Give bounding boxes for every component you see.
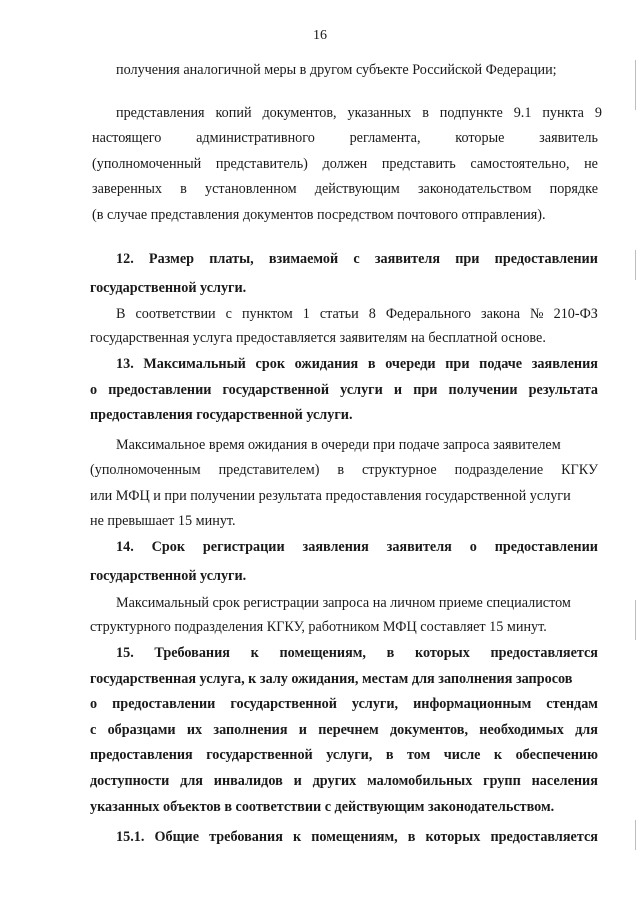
word: 15.1. [116,829,145,845]
word: порядке [549,181,598,197]
word: о [469,539,477,555]
scan-edge-mark [635,60,636,110]
word: к [292,829,302,845]
word: групп [483,773,521,789]
text-line-5 [92,182,598,196]
word: закона [480,306,521,322]
word: срок [255,356,285,372]
word: стендам [546,696,598,712]
word: копий [215,105,252,121]
word: КГКУ [561,462,598,478]
word: том [406,747,431,763]
word: 13. [116,356,134,372]
section-13-heading-line-2 [90,383,598,397]
word: и [293,773,302,789]
word: с [90,722,97,738]
word: № [530,306,544,322]
text-line-2 [116,106,602,120]
word: предоставления [90,747,193,763]
word: Максимальный [143,356,246,372]
text-line-6: (в случае представления документов посредством почтового отправления). [92,207,546,223]
word: при [445,356,470,372]
word: не [584,156,598,172]
text-line-21: структурного подразделения КГКУ, работником МФЦ составляет 15 минут. [90,619,547,635]
word: и [393,382,403,398]
word: Размер [148,251,195,267]
word: предоставлении [108,382,212,398]
word: результата [528,382,598,398]
word: получении [448,382,518,398]
word: действующим [314,181,400,197]
word: структурное [361,462,437,478]
word: к [493,747,503,763]
word: платы, [209,251,254,267]
section-12-heading-line-2: государственной услуги. [90,280,247,296]
word: законодательством [417,181,532,197]
word: обеспечению [515,747,598,763]
word: В [116,306,126,322]
word: населения [531,773,598,789]
word: в [367,356,376,372]
word: заверенных [92,181,163,197]
word: при [455,251,480,267]
section-15-heading-line-6 [90,774,598,788]
word: услуги, [351,696,399,712]
text-line-16: или МФЦ и при получении результата предоставления государственной услуги [90,488,571,504]
word: требования [209,829,283,845]
word: заявления [302,539,369,555]
section-15-heading-line-2: государственная услуга, к залу ожидания, местам для заполнения запросов [90,671,573,687]
section-12-heading-line-1 [116,252,598,266]
section-13-heading-line-1 [116,357,598,371]
word: документов, [389,722,468,738]
word: заявитель [539,130,598,146]
word: настоящего [92,130,162,146]
scan-edge-mark [635,250,636,280]
section-15-heading-line-4 [90,723,598,737]
text-line-10: государственная услуга предоставляется заявителям на бесплатной основе. [90,330,546,346]
word: о [90,382,98,398]
section-15-heading-line-1 [116,646,598,660]
text-line-1: получения аналогичной меры в другом субъекте Российской Федерации; [116,62,557,78]
word: статьи [319,306,359,322]
word: для [575,722,598,738]
word: подразделение [454,462,544,478]
word: в [337,462,345,478]
word: Срок [151,539,186,555]
word: инвалидов [213,773,283,789]
word: государственной [222,382,330,398]
word: пункта [542,105,584,121]
word: перечнем [318,722,379,738]
word: других [312,773,357,789]
word: Требования [154,645,230,661]
word: информационным [413,696,532,712]
word: заявителя [386,539,452,555]
word: 1 [302,306,310,322]
word: которых [414,645,470,661]
word: маломобильных [367,773,473,789]
word: в [407,829,416,845]
text-line-20: Максимальный срок регистрации запроса на личном приеме специалистом [116,595,571,611]
text-line-9 [116,307,598,321]
word: (уполномоченный [92,156,202,172]
text-line-3 [92,131,598,145]
subsection-15-1-heading [116,830,598,844]
word: помещениям, [279,645,366,661]
word: о [90,696,98,712]
word: заявления [531,356,598,372]
word: представителем) [218,462,320,478]
section-15-heading-line-3 [90,697,598,711]
word: предоставлении [112,696,216,712]
word: 9 [594,105,602,121]
word: в [386,645,395,661]
word: с [225,306,232,322]
word: помещениям, [311,829,398,845]
word: установленном [205,181,297,197]
word: для [180,773,203,789]
word: и [298,722,307,738]
word: которых [425,829,481,845]
word: ожидания [294,356,359,372]
word: с [353,251,360,267]
word: очереди [385,356,436,372]
word: представления [116,105,205,121]
section-15-heading-line-5 [90,748,598,762]
word: Общие [154,829,200,845]
word: 210-ФЗ [553,306,598,322]
word: в [180,181,187,197]
scan-edge-mark [635,820,636,850]
word: образцами [107,722,176,738]
page-number: 16 [313,28,327,43]
word: к [250,645,259,661]
word: 14. [116,539,134,555]
word: пунктом [241,306,293,322]
word: 9.1 [513,105,532,121]
word: предоставляется [490,645,598,661]
word: заполнения [213,722,288,738]
word: 15. [116,645,134,661]
word: административного [196,130,315,146]
word: которые [455,130,505,146]
word: доступности [90,773,170,789]
word: представитель) [215,156,308,172]
word: соответствии [135,306,216,322]
section-15-heading-line-7: указанных объектов в соответствии с действующим законодательством. [90,799,555,815]
word: 12. [116,251,134,267]
word: услуги, [326,747,373,763]
word: их [186,722,203,738]
word: подпункте [439,105,503,121]
word: (уполномоченным [90,462,201,478]
word: указанных [347,105,412,121]
text-line-17: не превышает 15 минут. [90,513,236,529]
section-14-heading-line-2: государственной услуги. [90,568,247,584]
text-line-14: Максимальное время ожидания в очереди при подаче запроса заявителем [116,437,561,453]
section-14-heading-line-1 [116,540,598,554]
word: государственной [230,696,337,712]
word: взимаемой [268,251,339,267]
word: государственной [206,747,313,763]
word: предоставлении [494,539,598,555]
word: представить [381,156,456,172]
word: предоставлении [494,251,598,267]
word: 8 [368,306,376,322]
word: документов, [262,105,337,121]
word: услуги [340,382,383,398]
word: числе [443,747,481,763]
word: при [413,382,438,398]
word: самостоятельно, [470,156,570,172]
word: регистрации [202,539,285,555]
word: Федерального [385,306,471,322]
word: в [385,747,394,763]
word: должен [322,156,368,172]
scan-edge-mark [635,600,636,640]
word: подаче [479,356,523,372]
text-line-15 [90,463,598,477]
word: необходимых [479,722,564,738]
word: заявителя [374,251,441,267]
text-line-4 [92,157,598,171]
section-13-heading-line-3: предоставления государственной услуги. [90,407,353,423]
word: предоставляется [490,829,598,845]
word: в [422,105,429,121]
word: регламента, [349,130,421,146]
